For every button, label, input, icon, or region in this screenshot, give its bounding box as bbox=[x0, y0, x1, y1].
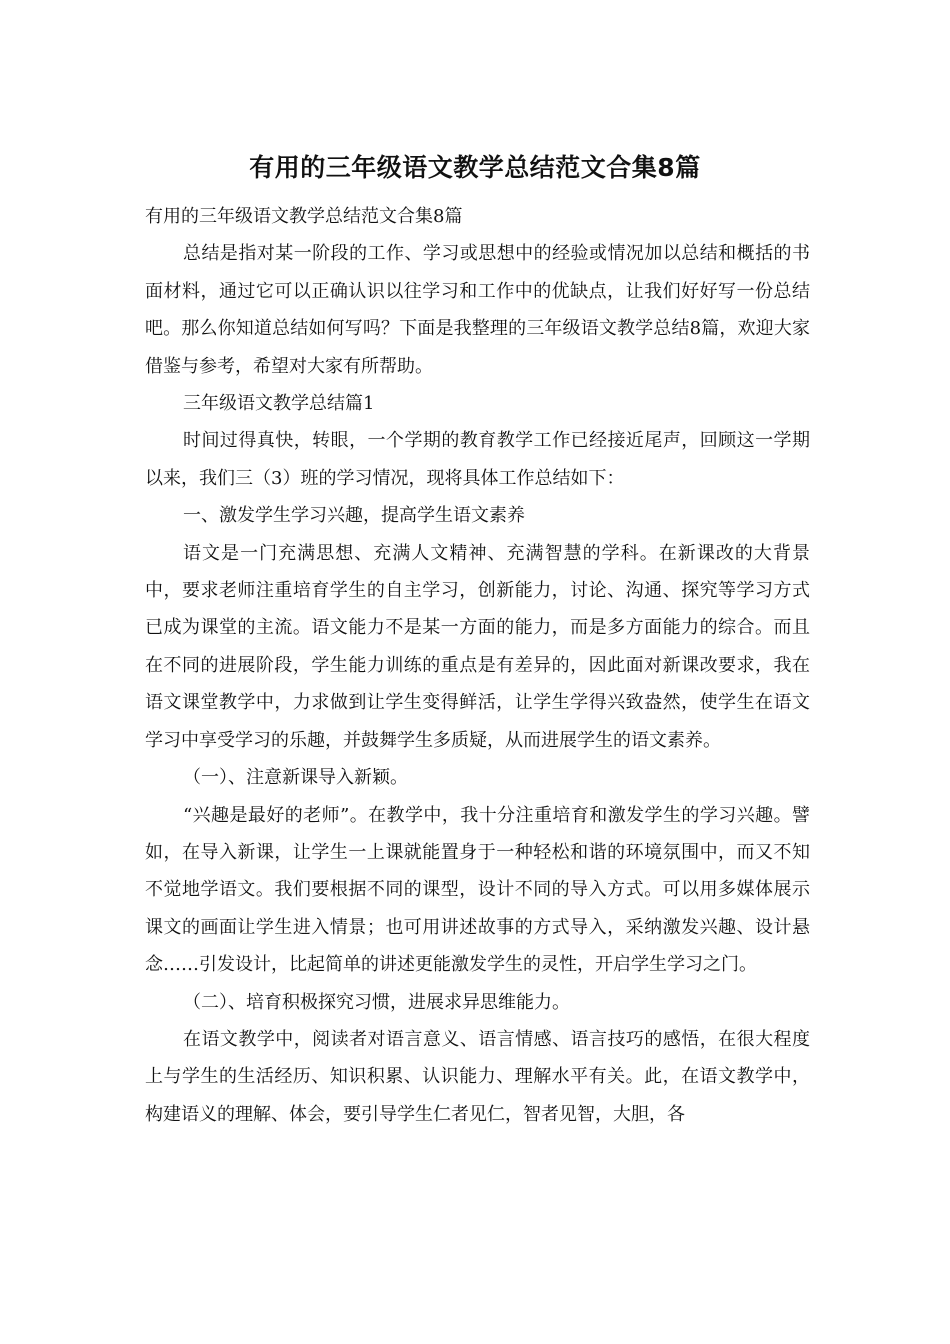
document-subtitle: 有用的三年级语文教学总结范文合集8篇 bbox=[145, 206, 463, 227]
section-heading: 三年级语文教学总结篇1 bbox=[183, 393, 375, 415]
document-body bbox=[145, 198, 810, 1133]
document-title: 有用的三年级语文教学总结范文合集8篇 bbox=[249, 153, 701, 182]
point-body-paragraph: 语文是一门充满思想、充满人文精神、充满智慧的学科。在新课改的大背景中，要求老师注重培育学生的自主学习，创新能力，讨论、沟通、探究等学习方式已成为课堂的主流。语文能力不是某一方面的能力，而是多方面能力的综合。而且在不同的进展阶段，学生能力训练的重点是有差异的，因此面对新课改要求，我在语文课堂教学中，力求做到让学生变得鲜活，让学生学得兴致盎然，使学生在语文学习中享受学习的乐趣，并鼓舞学生多质疑，从而进展学生的语文素养。 bbox=[145, 542, 810, 751]
section-opening-paragraph: 时间过得真快，转眼，一个学期的教育教学工作已经接近尾声，回顾这一学期以来，我们三（3）班的学习情况，现将具体工作总结如下： bbox=[145, 430, 810, 489]
subpoint-body-1: “兴趣是最好的老师”。在教学中，我十分注重培育和激发学生的学习兴趣。譬如，在导入新课，让学生一上课就能置身于一种轻松和谐的环境氛围中，而又不知不觉地学语文。我们要根据不同的课型，设计不同的导入方式。可以用多媒体展示课文的画面让学生进入情景；也可用讲述故事的方式导入，采纳激发兴趣、设计悬念……引发设计，比起简单的讲述更能激发学生的灵性，开启学生学习之门。 bbox=[145, 804, 810, 976]
subpoint-heading-2: （二）、培育积极探究习惯，进展求异思维能力。 bbox=[183, 991, 570, 1013]
subpoint-body-2: 在语文教学中，阅读者对语言意义、语言情感、语言技巧的感悟，在很大程度上与学生的生活经历、知识积累、认识能力、理解水平有关。此，在语文教学中，构建语义的理解、体会，要引导学生仁者见仁，智者见智，大胆，各 bbox=[145, 1028, 810, 1125]
point-heading: 一、激发学生学习兴趣，提高学生语文素养 bbox=[183, 505, 525, 527]
subpoint-heading-1: （一）、注意新课导入新颖。 bbox=[183, 767, 408, 789]
intro-paragraph: 总结是指对某一阶段的工作、学习或思想中的经验或情况加以总结和概括的书面材料，通过它可以正确认识以往学习和工作中的优缺点，让我们好好写一份总结吧。那么你知道总结如何写吗？下面是我整理的三年级语文教学总结8篇，欢迎大家借鉴与参考，希望对大家有所帮助。 bbox=[145, 243, 810, 377]
